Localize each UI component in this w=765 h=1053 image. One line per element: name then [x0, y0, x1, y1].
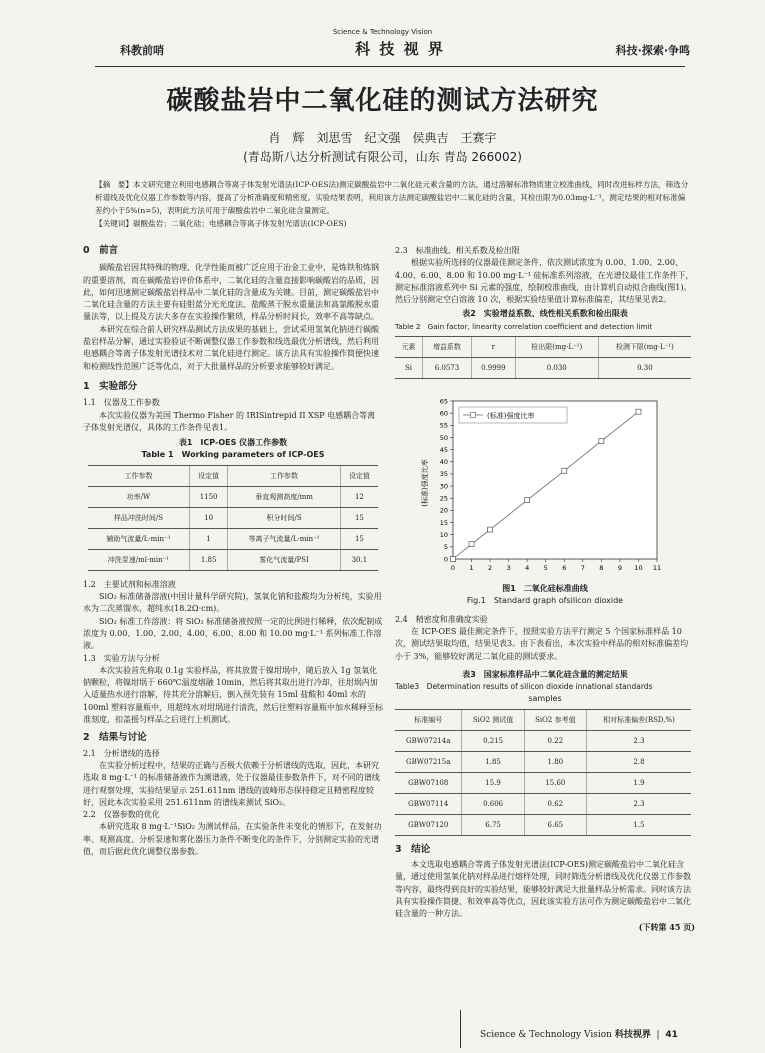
keywords: 【关键词】碳酸盐岩；二氧化硅；电感耦合等离子体发射光谱法(ICP-OES)	[95, 219, 347, 228]
x-tick-label: 8	[599, 564, 604, 573]
page-number: 41	[665, 1030, 678, 1040]
journal-en-top: Science & Technology Vision	[332, 28, 433, 36]
data-point	[451, 557, 456, 562]
table-header-cell: 检出限(mg·L⁻¹)	[515, 337, 598, 358]
table-cell: 6.75	[462, 814, 524, 835]
page-footer: Science & Technology Vision 科技视界 | 41	[480, 1030, 678, 1040]
paragraph: 本研究选取 8 mg·L⁻¹SiO₂ 为测试样品，在实验条件未变化的情形下，在发射功率、观测高度、分析泵速和雾化器压力条件不断变化的条件下，分别测定实验的光谱值，而后据此优化调整仪器参数。	[83, 822, 382, 856]
table-header-cell: 标准编号	[395, 709, 462, 730]
x-tick-label: 0	[450, 564, 456, 573]
table-cell: 15.9	[462, 772, 524, 793]
x-tick-label: 2	[488, 564, 493, 573]
x-tick-label: 1	[469, 564, 474, 573]
subsection-heading: 2.2 仪器参数的优化	[83, 810, 160, 820]
paragraph: 本文选取电感耦合等离子体发射光谱法(ICP-OES)测定碳酸盐岩中二氧化硅含量，通过使用氢氧化钠对样品进行熔样处理，同时筛选分析谱线及优化仪器工作参数等内容，最终得到良好的实验结果，能够较好满足大批量样品分析需求。同时该方法具有实验操作简捷、和效率高等优点，因此该实验方法可作为测定碳酸盐岩中二氧化硅含量的一种方法。	[395, 860, 691, 919]
table3	[395, 709, 691, 836]
table1	[88, 465, 378, 571]
legend-label: (标准)强度比率	[487, 412, 535, 421]
paragraph: 本次实验仪器为美国 Thermo Fisher 的 IRISintrepid II XSP 电感耦合等离子体发射光谱仪，具体的工作条件见表1。	[83, 410, 376, 432]
table2	[395, 336, 691, 379]
table-row	[395, 751, 691, 772]
subsection-heading: 1.3 实验方法与分析	[83, 653, 160, 663]
table-row	[395, 814, 691, 835]
y-tick-label: 5	[443, 543, 448, 552]
legend-marker	[471, 413, 476, 418]
table-row	[88, 486, 378, 507]
paragraph: 在实验分析过程中，结果的正确与否极大依赖于分析谱线的选取，因此，本研究选取 8 mg·L⁻¹ 的标准储备液作为测谱液，处于仪器最佳参数条件下，对不同的谱线进行观察处理，实验结果显示 251.611nm 谱线的波峰形态保持稳定且精密程度较好，因此本次实验采用 251.611nm 的谱线来测试 SiO₂。	[83, 760, 380, 807]
table-cell: 1.5	[586, 814, 691, 835]
section-label-right: 科技·探索·争鸣	[615, 44, 690, 57]
paragraph: 本研究在综合前人研究样品测试方法成果的基础上，尝试采用氢氧化钠进行碳酸盐岩样品分解，通过实验验证不断调整仪器工作参数和线选最优分析谱线，然后利用电感耦合等离子体发射光谱技术对二氧化硅进行测定。该方法具有实验操作简便快速和检测线性范围广泛等优点，对于大批量样品的分析要求能够较好满足。	[83, 324, 379, 371]
table-cell: 积分时间/S	[228, 507, 340, 528]
table-cell: 0.215	[462, 730, 524, 751]
running-header	[120, 40, 690, 60]
table-header-cell: 设定值	[189, 465, 227, 486]
table3-caption-en-2: samples	[528, 694, 562, 704]
paragraph: 在 ICP-OES 最佳测定条件下，按照实验方法平行测定 5 个国家标准样品 10 次，测试结果取均值，结果见表3。由下表看出，本次实验中样品的相对标准偏差均小于 3%，能够较好满足二氧化硅的测试要求。	[395, 626, 689, 661]
data-point	[525, 498, 530, 503]
paragraph: SiO₂ 标准工作溶液：将 SiO₂ 标准储备液按照一定的比例进行稀释，依次配制成浓度为 0.00、1.00、2.00、4.00、6.00、8.00 和 10.00 mg·L⁻¹ 系列标准工作溶液。	[83, 616, 383, 651]
table-cell: 0.9999	[471, 358, 515, 379]
section-heading: 1 实验部分	[83, 380, 138, 392]
table-header-cell: SiO2 参考值	[524, 709, 586, 730]
x-tick-label: 7	[580, 564, 585, 573]
legend	[459, 407, 567, 423]
table-cell: GBW07214a	[395, 730, 462, 751]
table-cell: GBW07108	[395, 772, 462, 793]
table-cell: Si	[395, 358, 422, 379]
y-tick-label: 35	[439, 470, 448, 479]
section-heading: 2 结果与讨论	[83, 732, 147, 744]
table-cell: GBW07114	[395, 793, 462, 814]
table-cell: 1.85	[189, 549, 227, 570]
table-cell: 雾化气流量/PSI	[228, 549, 340, 570]
footer-journal-en: Science & Technology Vision	[480, 1030, 612, 1040]
x-tick-label: 3	[506, 564, 511, 573]
abstract: 【摘 要】本文研究建立利用电感耦合等离子体发射光谱法(ICP-OES法)测定碳酸盐岩中二氧化硅元素含量的方法，通过溶解标准物质建立校准曲线，同时改进标样方法，筛选分析谱线及优化仪器工作参数等内容，提高了分析准确度和精密度。实验结果表明，利用该方法测定碳酸盐岩中二氧化硅的含量，其检出限为0.03mg·L⁻¹，测定结果的相对标准偏差约小于5%(n=5)，表明此方法可用于碳酸盐岩中二氧化硅含量测定。	[95, 180, 689, 215]
table-header-cell: 设定值	[340, 465, 378, 486]
x-tick-label: 10	[634, 564, 643, 573]
section-label-left: 科教前哨	[120, 44, 164, 57]
x-axis	[451, 559, 661, 572]
table1-caption: 表1 ICP-OES 仪器工作参数	[178, 438, 288, 448]
data-point	[469, 542, 474, 547]
table-cell: 2.3	[586, 793, 691, 814]
table-cell: 2.8	[586, 751, 691, 772]
y-tick-label: 30	[439, 482, 448, 491]
paragraph: SiO₂ 标准储备溶液(中国计量科学研究院)，氢氧化钠和盐酸均为分析纯，实验用水为二次蒸馏水，超纯水(18.2Ω·cm)。	[83, 592, 382, 614]
table1-caption-en: Table 1 Working parameters of ICP-OES	[141, 450, 325, 460]
table-cell: 10	[189, 507, 227, 528]
table-cell: 0.030	[515, 358, 598, 379]
table-cell: 辅助气流量/L·min⁻¹	[88, 528, 189, 549]
data-point	[562, 468, 567, 473]
table-cell: 功率/W	[88, 486, 189, 507]
standard-curve-chart	[395, 393, 695, 583]
table-cell: 2.3	[586, 730, 691, 751]
y-tick-label: 15	[439, 518, 448, 527]
table-cell: 1.85	[462, 751, 524, 772]
data-point	[636, 409, 641, 414]
table-row	[395, 772, 691, 793]
table-cell: 冲洗泵速/ml·min⁻¹	[88, 549, 189, 570]
figure1-caption: 图1 二氧化硅标准曲线	[502, 584, 588, 594]
subsection-heading: 1.2 主要试剂和标准溶液	[83, 579, 176, 589]
table-row	[88, 549, 378, 570]
table-cell: 0.22	[524, 730, 586, 751]
affiliation: (青岛斯八达分析测试有限公司，山东 青岛 266002)	[243, 150, 522, 164]
paper-title: 碳酸盐岩中二氧化硅的测试方法研究	[166, 86, 599, 116]
table-cell: 15.60	[524, 772, 586, 793]
header-rule	[95, 66, 685, 67]
table3-caption: 表3 国家标准样品中二氧化硅含量的测定结果	[462, 669, 628, 679]
table-cell: 1	[189, 528, 227, 549]
table-cell: 6.0573	[422, 358, 471, 379]
table-cell: 1150	[189, 486, 227, 507]
y-tick-label: 65	[439, 397, 448, 406]
subsection-heading: 2.1 分析谱线的选择	[83, 748, 160, 758]
table-cell: 样品冲洗时间/S	[88, 507, 189, 528]
table-header-row	[88, 465, 378, 486]
left-column	[83, 245, 383, 858]
right-column	[395, 245, 695, 933]
table-cell: 15	[340, 528, 378, 549]
x-tick-label: 5	[543, 564, 548, 573]
paragraph: 根据实验所选择的仪器最佳测定条件，依次测试浓度为 0.00、1.00、2.00、4.00、6.00、8.00 和 10.00 mg·L⁻¹ 硅标准系列溶液，在光谱仪最佳工作条件下，测定标准溶液系列中 Si 元素的强度，绘制校准曲线，由计算机自动拟合曲线(图1)。然后分别测定空白溶液 10 次，根据实验结果值计算标准偏差，其结果见表2。	[395, 258, 694, 305]
table3-caption-en: Table3 Determination results of silicon dioxide innational standards	[395, 682, 653, 692]
y-tick-label: 0	[443, 555, 448, 564]
table-cell: 0.606	[462, 793, 524, 814]
data-point	[599, 439, 604, 444]
table-cell: 6.65	[524, 814, 586, 835]
authors: 肖 辉 刘思雪 纪文强 侯典吉 王赛宇	[268, 131, 497, 145]
table-header-row	[395, 709, 691, 730]
x-tick-label: 4	[525, 564, 530, 573]
x-tick-label: 6	[562, 564, 567, 573]
table2-caption: 表2 实验增益系数、线性相关系数和检出限表	[462, 309, 628, 319]
table-cell: 垂直观测高度/mm	[228, 486, 340, 507]
paragraph: 本次实验首先称取 0.1g 实验样品，将其放置于镍坩埚中，随后放入 1g 氢氧化钠颗粒，将镍坩埚于 660℃温度熔融 10min，然后将其取出进行冷却，往坩埚内加入适量热水进行溶解，待其充分溶解后，倒入预先装有 15ml 盐酸和 40ml 水的 100ml 塑料容量瓶中，用超纯水对坩埚进行清洗，然后往塑料容量瓶中加水稀释至标准刻度，扣盖摇匀样品之后进行上机测试。	[83, 665, 383, 725]
footer-divider	[460, 1010, 461, 1048]
figure1-caption-en: Fig.1 Standard graph ofsilicon dioxide	[466, 596, 624, 606]
y-tick-label: 50	[439, 433, 448, 442]
subsection-heading: 2.3 标准曲线、相关系数及检出限	[395, 246, 520, 255]
table-cell: 0.30	[598, 358, 691, 379]
table-cell: 等离子气流量/L·min⁻¹	[228, 528, 340, 549]
continued-note: (下转第 45 页)	[638, 921, 695, 932]
table-cell: 0.62	[524, 793, 586, 814]
y-tick-label: 20	[439, 506, 448, 515]
subsection-heading: 2.4 精密度和准确度实验	[395, 614, 488, 624]
table-row	[395, 730, 691, 751]
table-cell: 15	[340, 507, 378, 528]
y-tick-label: 25	[439, 494, 448, 503]
footer-journal-name: 科技视界	[614, 1030, 651, 1040]
plot-area	[453, 401, 657, 559]
table-cell: GBW07215a	[395, 751, 462, 772]
y-tick-label: 60	[439, 409, 448, 418]
table-row	[395, 358, 691, 379]
table-cell: 30.1	[340, 549, 378, 570]
table-cell: 1.9	[586, 772, 691, 793]
table-cell: 12	[340, 486, 378, 507]
table-header-cell: 检测下限(mg·L⁻¹)	[598, 337, 691, 358]
x-tick-label: 9	[617, 564, 622, 573]
table-row	[88, 528, 378, 549]
y-axis-label: (标准)强度比率	[421, 459, 429, 507]
section-heading: 0 前言	[83, 245, 119, 256]
y-tick-label: 40	[439, 458, 448, 467]
table-row	[88, 507, 378, 528]
table-header-cell: 相对标准偏差(RSD,%)	[586, 709, 691, 730]
table-header-cell: r	[471, 337, 515, 358]
table-header-cell: 工作参数	[228, 465, 340, 486]
data-point	[488, 527, 493, 532]
paragraph: 碳酸盐岩因其特殊的物理、化学性能而被广泛应用于冶金工业中，是炼铁和炼钢的重要溶剂，而在碳酸盐岩评价体系中，二氧化硅的含量直接影响碳酸岩的品质，因此，如何迅速测定碳酸盐岩样品中二氧化硅的含量成为关键。目前，测定碳酸盐岩中二氧化硅含量的方法主要有硅钼蓝分光光度法、盐酸蒸干脱水重量法和高氯酸脱水重量法等，以上提及方法大多存在实验操作繁琐，样品分析时间长，效率不高等缺点。	[83, 263, 379, 322]
table-row	[395, 793, 691, 814]
table-header-cell: SiO2 测试值	[462, 709, 524, 730]
table-header-cell: 增益系数	[422, 337, 471, 358]
x-tick-label: 11	[652, 564, 662, 573]
table-header-cell: 工作参数	[88, 465, 189, 486]
table-header-row	[395, 337, 691, 358]
table-cell: 1.80	[524, 751, 586, 772]
y-tick-label: 45	[439, 445, 448, 454]
table-header-cell: 元素	[395, 337, 422, 358]
journal-name: 科 技 视 界	[355, 40, 445, 58]
table2-caption-en: Table 2 Gain factor, linearity correlation coefficient and detection limit	[395, 321, 653, 331]
section-heading: 3 结论	[395, 843, 431, 855]
y-tick-label: 55	[439, 421, 448, 430]
y-axis	[440, 397, 453, 563]
subsection-heading: 1.1 仪器及工作参数	[83, 398, 160, 408]
table-cell: GBW07120	[395, 814, 462, 835]
y-tick-label: 10	[439, 531, 448, 540]
